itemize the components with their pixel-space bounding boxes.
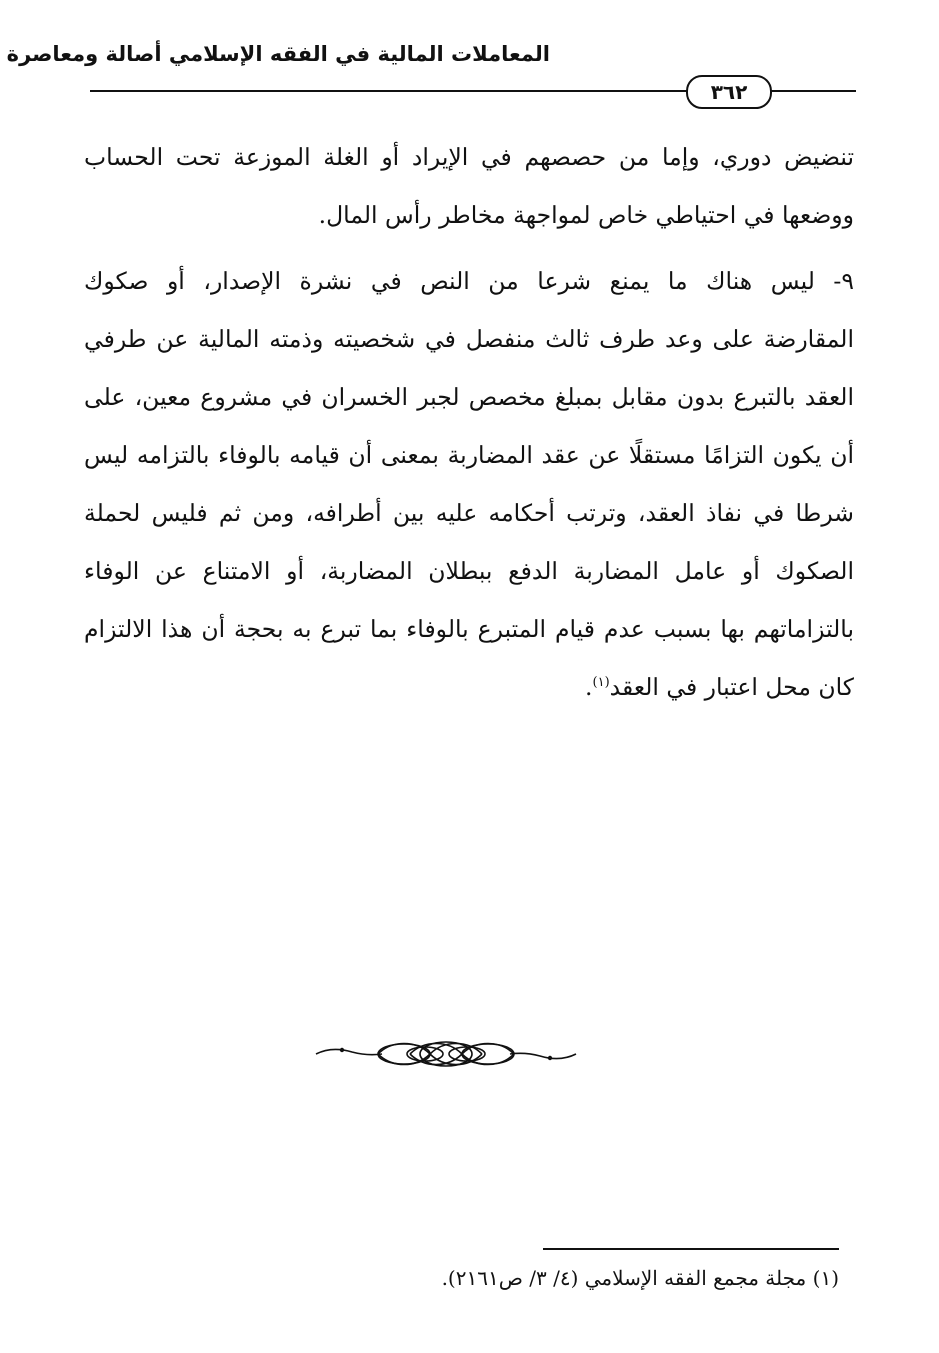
main-text — [84, 128, 854, 716]
text-line: أن يكون التزامًا مستقلًا عن عقد المضاربة بمعنى أن قيامه بالوفاء بالتزامه ليس — [84, 441, 854, 469]
paragraph-gap — [84, 244, 854, 252]
final-period: . — [585, 673, 593, 701]
text-line: العقد بالتبرع بدون مقابل بمبلغ مخصص لجبر الخسران في مشروع معين، على — [84, 383, 854, 411]
footnote: (١) مجلة مجمع الفقه الإسلامي (٤/ ٣/ ص٢١٦١). — [441, 1266, 839, 1290]
last-line-text: كان محل اعتبار في العقد — [609, 673, 854, 701]
section-ornament-icon — [312, 1036, 580, 1072]
text-line: الصكوك أو عامل المضاربة الدفع ببطلان المضاربة، أو الامتناع عن الوفاء — [84, 557, 854, 585]
book-title: المعاملات المالية في الفقه الإسلامي أصالة ومعاصرة — [6, 42, 550, 66]
text-line: شرطا في نفاذ العقد، وترتب أحكامه عليه بين أطرافه، ومن ثم فليس لحملة — [84, 499, 854, 527]
text-line: ٩- ليس هناك ما يمنع شرعا من النص في نشرة الإصدار، أو صكوك — [84, 267, 854, 295]
text-line: المقارضة على وعد طرف ثالث منفصل في شخصيته وذمته المالية عن طرفي — [84, 325, 854, 353]
footnote-reference: (١) — [592, 675, 610, 691]
footnote-rule — [543, 1248, 839, 1250]
running-header — [6, 38, 856, 108]
text-line: ووضعها في احتياطي خاص لمواجهة مخاطر رأس المال. — [318, 201, 854, 229]
text-line: تنضيض دوري، وإما من حصصهم في الإيراد أو الغلة الموزعة تحت الحساب — [84, 143, 854, 171]
page-number: ٣٦٢ — [686, 75, 772, 109]
text-line-last — [84, 658, 854, 716]
text-line: بالتزاماتهم بها بسبب عدم قيام المتبرع بالوفاء بما تبرع به بحجة أن هذا الالتزام — [84, 615, 854, 643]
